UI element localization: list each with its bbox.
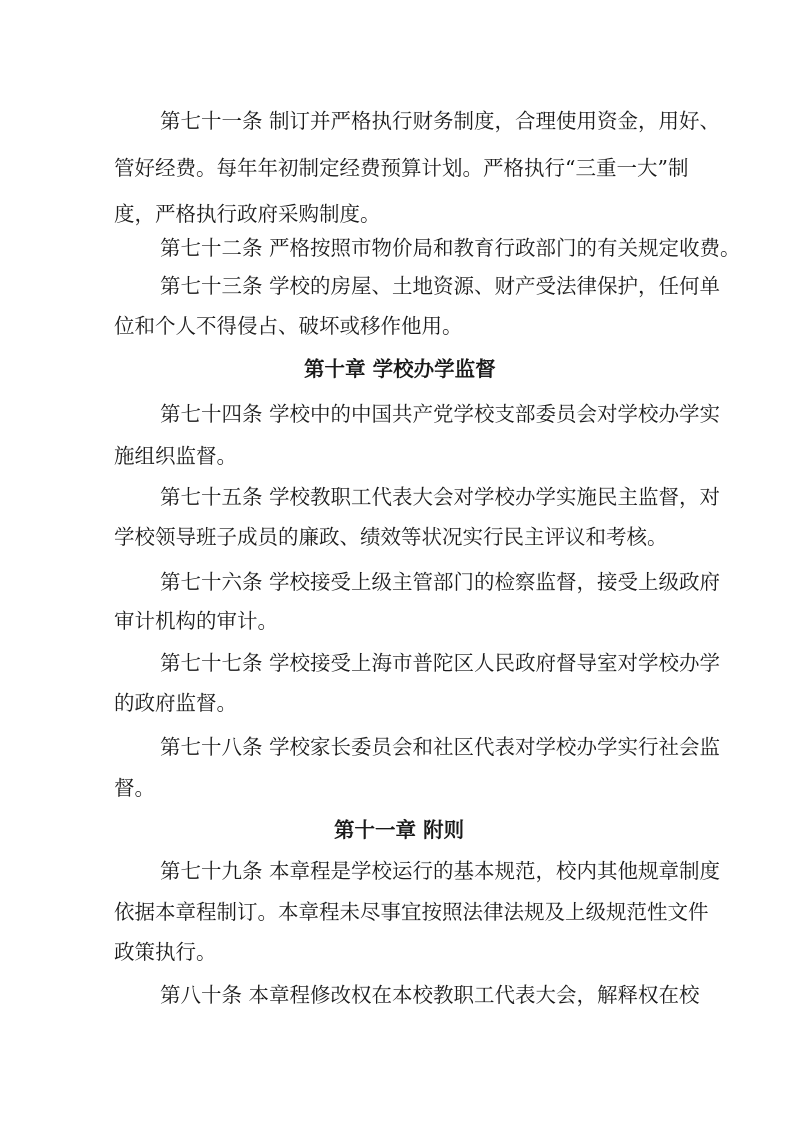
article-71-line-1: 第七十一条 制订并严格执行财务制度，合理使用资金，用好、 [160, 109, 721, 133]
article-77-line-2: 的政府监督。 [114, 691, 237, 715]
article-80-line-1: 第八十条 本章程修改权在本校教职工代表大会，解释权在校 [160, 983, 700, 1007]
article-77-line-1: 第七十七条 学校接受上海市普陀区人民政府督导室对学校办学 [160, 651, 721, 675]
article-71-line-2: 管好经费。每年年初制定经费预算计划。严格执行“三重一大”制 [114, 156, 689, 180]
article-76-line-2: 审计机构的审计。 [114, 609, 278, 633]
article-78-line-1: 第七十八条 学校家长委员会和社区代表对学校办学实行社会监 [160, 735, 721, 759]
chapter-11-heading: 第十一章 附则 [334, 818, 465, 842]
chapter-10-heading: 第十章 学校办学监督 [304, 357, 496, 381]
article-75-line-1: 第七十五条 学校教职工代表大会对学校办学实施民主监督，对 [160, 485, 721, 509]
article-71-line-3: 度，严格执行政府采购制度。 [114, 202, 381, 226]
article-79-line-3: 政策执行。 [114, 940, 217, 964]
article-79-line-2: 依据本章程制订。本章程未尽事宜按照法律法规及上级规范性文件 [114, 900, 709, 924]
article-75-line-2: 学校领导班子成员的廉政、绩效等状况实行民主评议和考核。 [114, 525, 668, 549]
article-78-line-2: 督。 [114, 776, 155, 800]
article-74-line-2: 施组织监督。 [114, 444, 237, 468]
article-73-line-1: 第七十三条 学校的房屋、土地资源、财产受法律保护，任何单 [160, 274, 721, 298]
article-79-line-1: 第七十九条 本章程是学校运行的基本规范，校内其他规章制度 [160, 859, 721, 883]
article-72-line-1: 第七十二条 严格按照市物价局和教育行政部门的有关规定收费。 [160, 236, 741, 260]
article-76-line-1: 第七十六条 学校接受上级主管部门的检察监督，接受上级政府 [160, 570, 721, 594]
article-74-line-1: 第七十四条 学校中的中国共产党学校支部委员会对学校办学实 [160, 402, 721, 426]
article-73-line-2: 位和个人不得侵占、破坏或移作他用。 [114, 314, 463, 338]
